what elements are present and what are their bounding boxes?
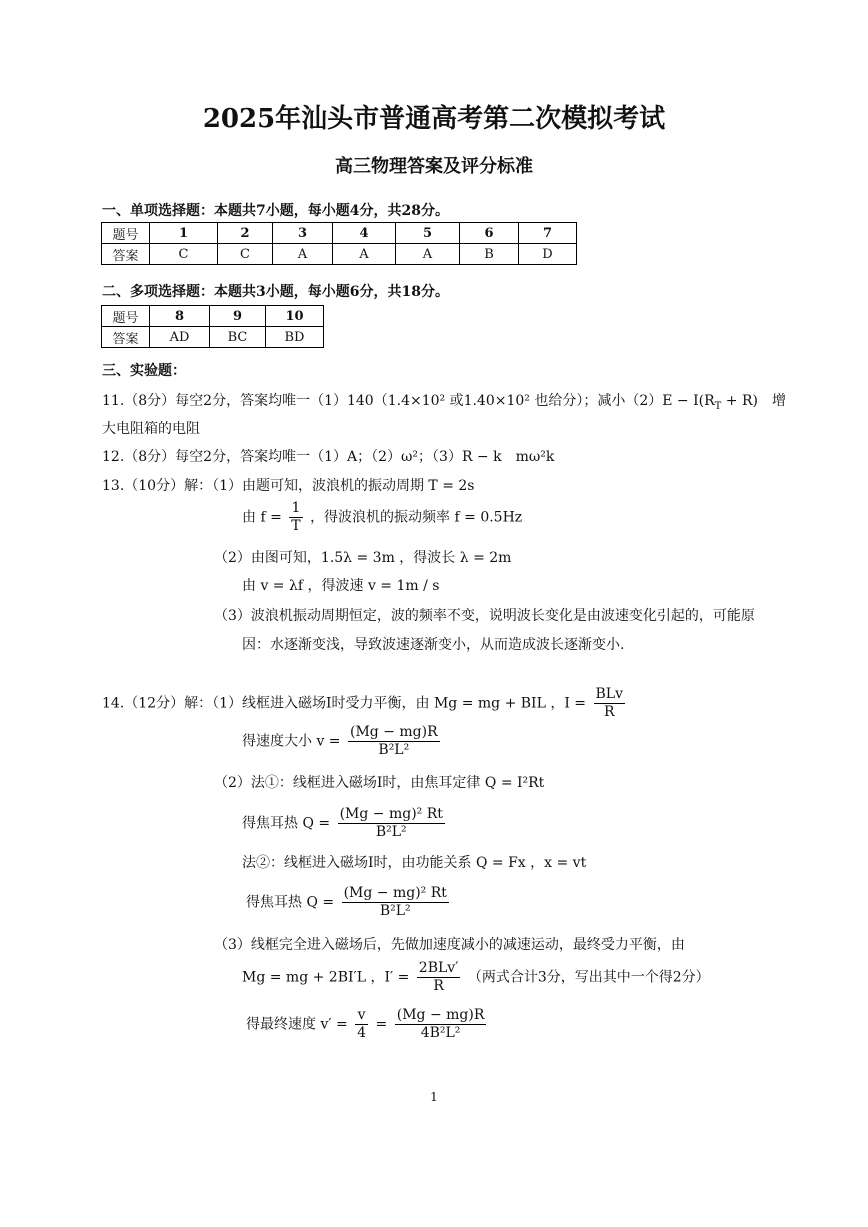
answer-cell: BC: [210, 327, 266, 348]
fraction: $\frac{\text{(Mg − mg)² Rt}}{\text{B²L²}}$: [343, 885, 447, 919]
answer-cell: D: [519, 244, 577, 265]
fraction: $\frac{1}{T}$: [291, 500, 301, 534]
q14-heat1-line: 得焦耳热 Q = $\frac{\text{(Mg − mg)² Rt}}{\text{B²L²}}$: [242, 806, 443, 840]
answer-cell: A: [396, 244, 460, 265]
page-number: 1: [430, 1090, 438, 1104]
question-number: 9: [210, 306, 266, 327]
question-number: 2: [218, 223, 273, 244]
q12-answer: 12.（8分）每空2分，答案均唯一（1）A；（2）ω²；（3）R − k mω²k: [102, 449, 555, 465]
fraction: $\frac{(Mg - mg)R}{\text{B²L²}}$: [350, 724, 438, 758]
subscript: T: [714, 400, 722, 412]
q13-frequency-line: 由 f = $\frac{1}{T}$ ，得波浪机的振动频率 f = 0.5Hz: [242, 500, 523, 534]
row-label: 答案: [102, 327, 150, 348]
question-number: 8: [150, 306, 210, 327]
q14-balance-line: Mg = mg + 2BI′L ，I′ = $\frac{\text{2BLv′}}{R}$ （两式合计3分，写出其中一个得2分）: [242, 960, 710, 994]
question-number: 7: [519, 223, 577, 244]
table-row: [102, 223, 577, 244]
fraction: $\frac{\text{2BLv′}}{R}$: [418, 960, 459, 994]
table-row: [102, 327, 324, 348]
page-title: 2025年汕头市普通高考第二次模拟考试: [202, 104, 666, 134]
question-number: 3: [273, 223, 333, 244]
q14-method2-line: 法②：线框进入磁场Ⅰ时，由功能关系 Q = Fx ，x = vt: [242, 855, 587, 871]
q14-heat2-line: 得焦耳热 Q = $\frac{\text{(Mg − mg)² Rt}}{\text{B²L²}}$: [246, 885, 447, 919]
answer-cell: A: [273, 244, 333, 265]
question-number: 10: [266, 306, 324, 327]
row-label: 题号: [102, 223, 150, 244]
page-subtitle: 高三物理答案及评分标准: [335, 156, 533, 177]
answer-cell: C: [218, 244, 273, 265]
fraction: $\frac{\text{(Mg − mg)² Rt}}{\text{B²L²}}$: [339, 806, 443, 840]
question-number: 6: [460, 223, 519, 244]
answer-cell: A: [333, 244, 396, 265]
answer-cell: B: [460, 244, 519, 265]
q11-answer-line2: 大电阻箱的电阻: [102, 421, 200, 437]
q13-wavespeed-line: 由 v = λf ，得波速 v = 1m / s: [242, 578, 440, 594]
q14-velocity-line: 得速度大小 v = $\frac{(Mg - mg)R}{\text{B²L²}}$: [242, 724, 438, 758]
section2-heading: 二、多项选择题：本题共3小题，每小题6分，共18分。: [102, 284, 449, 300]
q14-final-velocity-line: 得最终速度 v′ = $\frac{v}{4}$ = $\frac{(Mg - mg)R}{\text{4B²L²}}$: [246, 1007, 485, 1041]
answer-cell: C: [150, 244, 218, 265]
q13-reason-line2: 因：水逐渐变浅，导致波速逐渐变小，从而造成波长逐渐变小.: [242, 637, 625, 653]
q14-head: 14.（12分）解：（1）线框进入磁场Ⅰ时受力平衡，由 Mg = mg + BIL ，I = $\frac{\text{BLv}}{R}$: [102, 686, 623, 720]
fraction: $\frac{v}{4}$: [357, 1007, 367, 1041]
multiple-choice-table: [101, 305, 324, 348]
row-label: 题号: [102, 306, 150, 327]
q13-reason-line1: （3）波浪机振动周期恒定，波的频率不变，说明波长变化是由波速变化引起的，可能原: [214, 608, 755, 624]
q11-answer-line1: 11.（8分）每空2分，答案均唯一（1）140（1.4×10² 或1.40×10² 也给分）；减小$(2)E - I(R_T + R)$ 增: [102, 393, 786, 412]
table-row: [102, 306, 324, 327]
q13-head: 13.（10分）解：（1）由题可知，波浪机的振动周期 T = 2s: [102, 478, 475, 494]
answer-cell: BD: [266, 327, 324, 348]
section3-heading: 三、实验题：: [102, 363, 186, 379]
question-number: 4: [333, 223, 396, 244]
answer-cell: AD: [150, 327, 210, 348]
single-choice-table: [101, 222, 577, 265]
q14-method1-line: （2）法①：线框进入磁场Ⅰ时，由焦耳定律 Q = I²Rt: [214, 775, 545, 791]
fraction: $\frac{\text{BLv}}{R}$: [595, 686, 623, 720]
section1-heading: 一、单项选择题：本题共7小题，每小题4分，共28分。: [102, 203, 449, 219]
table-row: [102, 244, 577, 265]
fraction: $\frac{(Mg - mg)R}{\text{4B²L²}}$: [396, 1007, 485, 1041]
q14-part3-line: （3）线框完全进入磁场后，先做加速度减小的减速运动，最终受力平衡，由: [214, 937, 685, 953]
q13-wavelength-line: （2）由图可知，1.5λ = 3m ，得波长 λ = 2m: [214, 550, 512, 566]
row-label: 答案: [102, 244, 150, 265]
question-number: 1: [150, 223, 218, 244]
question-number: 5: [396, 223, 460, 244]
